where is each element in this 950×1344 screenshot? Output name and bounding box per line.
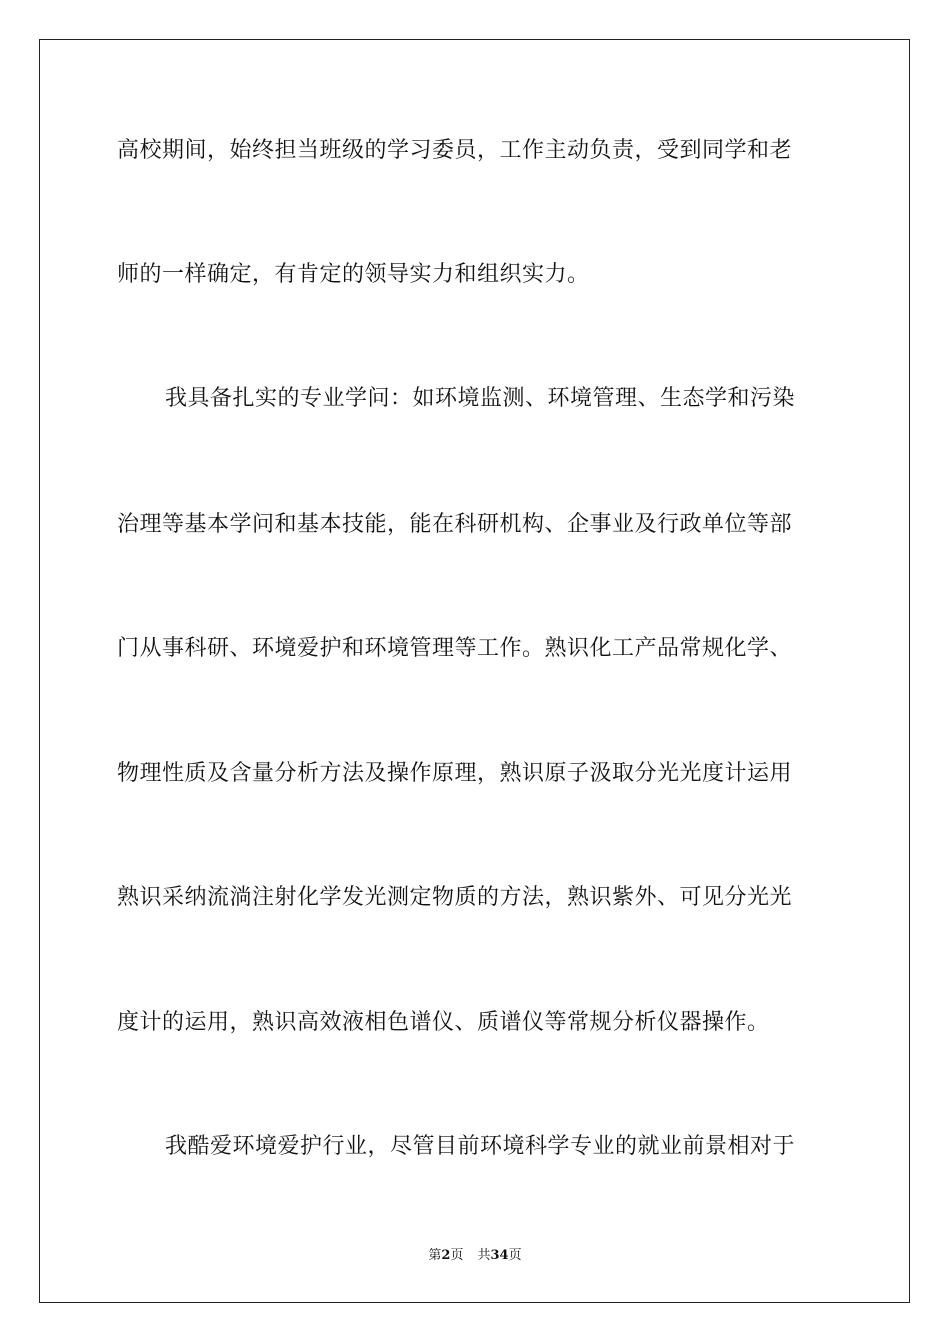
footer-page-number: 2 bbox=[441, 1248, 451, 1263]
footer-page-prefix: 第 bbox=[428, 1248, 442, 1263]
body-text-line: 治理等基本学问和基本技能，能在科研机构、企事业及行政单位等部 bbox=[117, 512, 793, 537]
body-text-line: 师的一样确定，有肯定的领导实力和组织实力。 bbox=[117, 262, 590, 287]
footer-total-prefix: 共 bbox=[477, 1248, 491, 1263]
body-text-line: 物理性质及含量分析方法及操作原理，熟识原子汲取分光光度计运用 bbox=[117, 761, 793, 786]
body-text-line: 熟识采纳流淌注射化学发光测定物质的方法，熟识紫外、可见分光光 bbox=[117, 885, 793, 910]
footer-total-pages: 34 bbox=[490, 1248, 509, 1263]
body-text-line: 门从事科研、环境爱护和环境管理等工作。熟识化工产品常规化学、 bbox=[117, 636, 793, 661]
page-footer bbox=[0, 1247, 950, 1265]
body-text-line: 度计的运用，熟识高效液相色谱仪、质谱仪等常规分析仪器操作。 bbox=[117, 1010, 770, 1035]
body-text-line: 我具备扎实的专业学问：如环境监测、环境管理、生态学和污染 bbox=[165, 386, 796, 411]
body-text-line: 高校期间，始终担当班级的学习委员，工作主动负责，受到同学和老 bbox=[117, 138, 793, 163]
footer-total-suffix: 页 bbox=[508, 1248, 522, 1263]
body-text-line: 我酷爱环境爱护行业，尽管目前环境科学专业的就业前景相对于 bbox=[165, 1134, 796, 1159]
page-border bbox=[39, 39, 910, 1303]
footer-page-suffix: 页 bbox=[450, 1248, 464, 1263]
